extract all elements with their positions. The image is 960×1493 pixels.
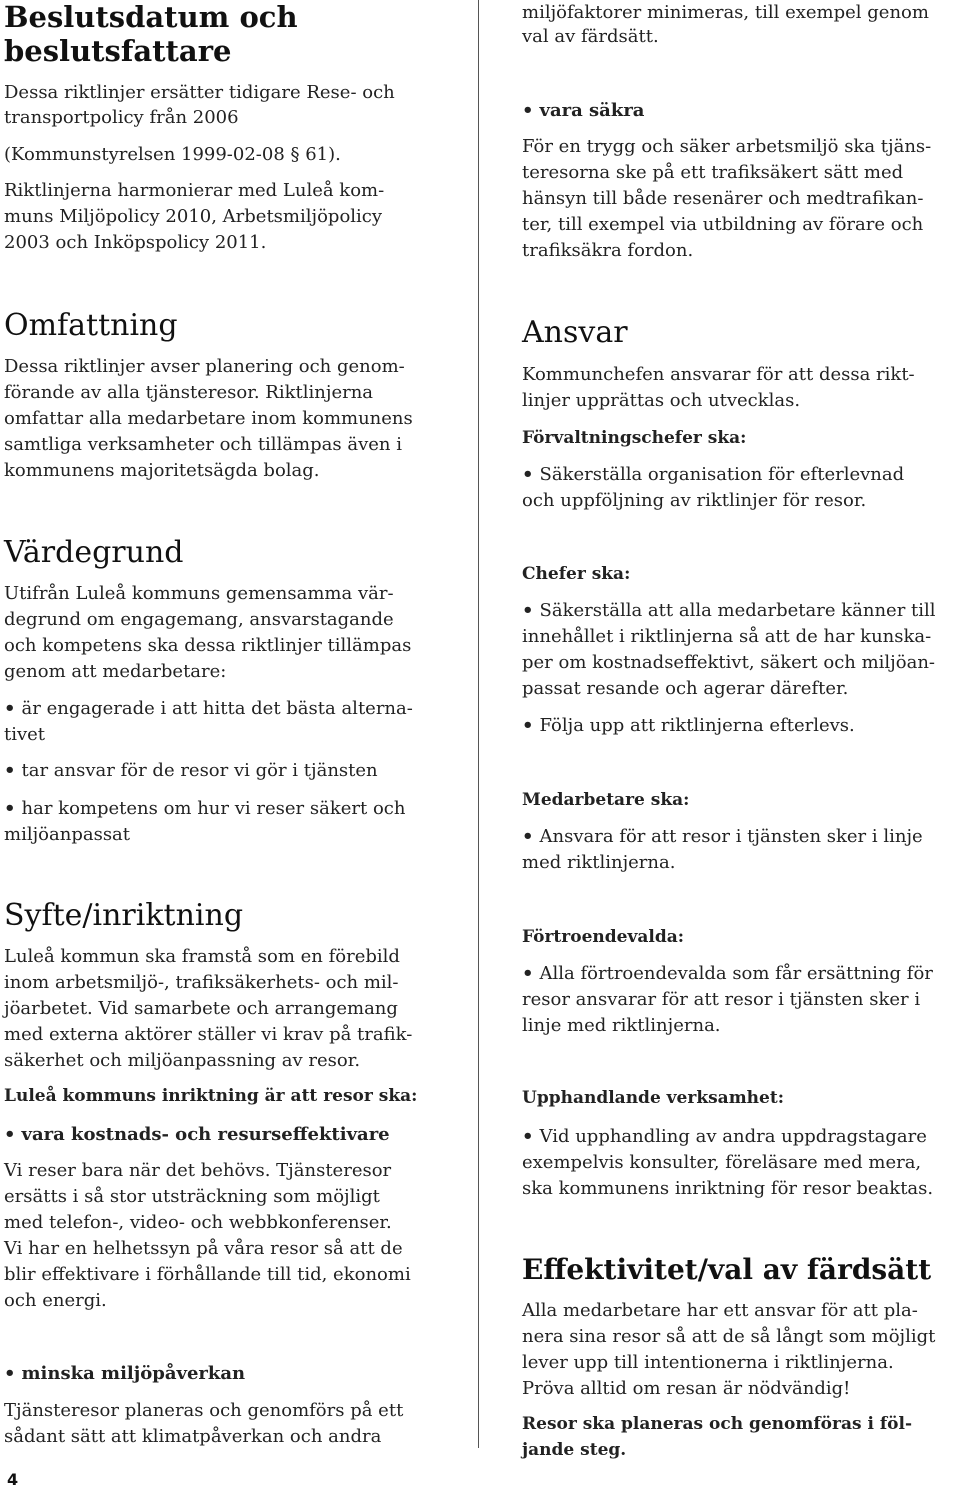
paragraph-line: inom arbetsmiljö-, trafiksäkerhets- och mil- xyxy=(4,972,399,993)
paragraph-line: Utifrån Luleå kommuns gemensamma vär- xyxy=(4,583,394,604)
section-heading-syfte: Syfte/inriktning xyxy=(4,898,244,933)
list-item-continuation: miljöanpassat xyxy=(4,824,131,845)
section-heading-beslutsfattare: beslutsfattare xyxy=(4,34,232,68)
bullet-icon: • xyxy=(522,963,534,984)
paragraph-line: hänsyn till både resenärer och medtrafikan- xyxy=(522,188,924,209)
list-item-text: har kompetens om hur vi reser säkert och xyxy=(21,798,406,819)
subheading-upphandlande: Upphandlande verksamhet: xyxy=(522,1088,784,1108)
list-item-text: Ansvara för att resor i tjänsten sker i linje xyxy=(539,826,923,847)
list-item xyxy=(4,1361,245,1387)
paragraph-line: omfattar alla medarbetare inom kommunens xyxy=(4,408,413,429)
paragraph-line: ter, till exempel via utbildning av förare och xyxy=(522,214,924,235)
bullet-icon: • xyxy=(4,698,16,719)
paragraph-line: degrund om engagemang, ansvarstagande xyxy=(4,609,394,630)
bullet-icon: • xyxy=(522,600,534,621)
paragraph-line: och kompetens ska dessa riktlinjer tillämpas xyxy=(4,635,412,656)
paragraph-line: muns Miljöpolicy 2010, Arbetsmiljöpolicy xyxy=(4,206,383,227)
list-item xyxy=(4,696,413,722)
list-item-text: Följa upp att riktlinjerna efterlevs. xyxy=(539,715,855,736)
bullet-icon: • xyxy=(4,1124,16,1145)
paragraph-line: förande av alla tjänsteresor. Riktlinjerna xyxy=(4,382,374,403)
list-item xyxy=(4,1122,390,1148)
bullet-icon: • xyxy=(522,826,534,847)
section-heading-ansvar: Ansvar xyxy=(522,315,628,350)
paragraph-line: trafiksäkra fordon. xyxy=(522,240,694,261)
paragraph-line: Alla medarbetare har ett ansvar för att pla- xyxy=(522,1300,918,1321)
list-item xyxy=(522,824,923,850)
list-item-continuation: ska kommunens inriktning för resor beaktas. xyxy=(522,1178,934,1199)
paragraph-line: 2003 och Inköpspolicy 2011. xyxy=(4,232,267,253)
bullet-icon: • xyxy=(522,464,534,485)
paragraph-line: Riktlinjerna harmonierar med Luleå kom- xyxy=(4,180,385,201)
list-item-continuation: per om kostnadseffektivt, säkert och miljöan- xyxy=(522,652,935,673)
list-item-continuation: resor ansvarar för att resor i tjänsten sker i xyxy=(522,989,921,1010)
subheading-chefer: Chefer ska: xyxy=(522,564,631,584)
paragraph-line: med externa aktörer ställer vi krav på trafik- xyxy=(4,1024,413,1045)
paragraph-line: sådant sätt att klimatpåverkan och andra xyxy=(4,1426,382,1447)
list-item xyxy=(522,462,904,488)
bold-paragraph-line: Resor ska planeras och genomföras i föl- xyxy=(522,1414,913,1434)
list-item-title: minska miljöpåverkan xyxy=(21,1363,246,1384)
paragraph-line: jöarbetet. Vid samarbete och arrangemang xyxy=(4,998,398,1019)
bullet-icon: • xyxy=(522,715,534,736)
paragraph-line: val av färdsätt. xyxy=(522,26,659,47)
list-item-text: Alla förtroendevalda som får ersättning för xyxy=(539,963,933,984)
paragraph-line: transportpolicy från 2006 xyxy=(4,107,239,128)
list-item xyxy=(522,98,644,124)
bullet-icon: • xyxy=(522,1126,534,1147)
paragraph-line: nera sina resor så att de så långt som möjligt xyxy=(522,1326,936,1347)
list-item xyxy=(4,796,405,822)
list-item-title: vara säkra xyxy=(539,100,645,121)
paragraph-line: säkerhet och miljöanpassning av resor. xyxy=(4,1050,361,1071)
column-divider xyxy=(478,0,479,1448)
paragraph-line: För en trygg och säker arbetsmiljö ska tjäns- xyxy=(522,136,932,157)
paragraph-line: genom att medarbetare: xyxy=(4,661,227,682)
list-item-continuation: tivet xyxy=(4,724,46,745)
list-item xyxy=(522,1124,927,1150)
paragraph-line: Kommunchefen ansvarar för att dessa rikt- xyxy=(522,364,915,385)
bullet-icon: • xyxy=(4,798,16,819)
section-heading-omfattning: Omfattning xyxy=(4,308,178,343)
paragraph-line: Pröva alltid om resan är nödvändig! xyxy=(522,1378,851,1399)
subheading-inriktning: Luleå kommuns inriktning är att resor ska: xyxy=(4,1086,418,1106)
list-item-continuation: innehållet i riktlinjerna så att de har kunska- xyxy=(522,626,932,647)
bold-paragraph-line: jande steg. xyxy=(522,1440,627,1460)
paragraph-line: Luleå kommun ska framstå som en förebild xyxy=(4,946,400,967)
section-heading-vardegrund: Värdegrund xyxy=(4,535,184,570)
list-item-continuation: med riktlinjerna. xyxy=(522,852,676,873)
paragraph-line: linjer upprättas och utvecklas. xyxy=(522,390,801,411)
bullet-icon: • xyxy=(522,100,534,121)
list-item-text: är engagerade i att hitta det bästa alterna- xyxy=(21,698,413,719)
subheading-medarbetare: Medarbetare ska: xyxy=(522,790,690,810)
list-item xyxy=(522,713,855,739)
paragraph-line: Vi reser bara när det behövs. Tjänsteresor xyxy=(4,1160,392,1181)
subheading-forvaltningschefer: Förvaltningschefer ska: xyxy=(522,428,747,448)
paragraph-line: teresorna ske på ett trafiksäkert sätt med xyxy=(522,162,904,183)
list-item xyxy=(522,598,936,624)
section-heading-beslutsdatum: Beslutsdatum och xyxy=(4,0,298,34)
list-item-text: Säkerställa att alla medarbetare känner till xyxy=(539,600,936,621)
list-item xyxy=(4,758,378,784)
paragraph-line: kommunens majoritetsägda bolag. xyxy=(4,460,320,481)
list-item-continuation: linje med riktlinjerna. xyxy=(522,1015,721,1036)
paragraph-line: lever upp till intentionerna i riktlinjerna. xyxy=(522,1352,894,1373)
paragraph-line: med telefon-, video- och webbkonferenser. xyxy=(4,1212,392,1233)
bullet-icon: • xyxy=(4,760,16,781)
list-item-text: Säkerställa organisation för efterlevnad xyxy=(539,464,905,485)
list-item-continuation: och uppföljning av riktlinjer för resor. xyxy=(522,490,867,511)
paragraph-line: Dessa riktlinjer avser planering och genom- xyxy=(4,356,405,377)
paragraph-line: och energi. xyxy=(4,1290,107,1311)
paragraph-line: blir effektivare i förhållande till tid, ekonomi xyxy=(4,1264,411,1285)
list-item-continuation: exempelvis konsulter, föreläsare med mera, xyxy=(522,1152,922,1173)
list-item-text: tar ansvar för de resor vi gör i tjänsten xyxy=(21,760,378,781)
page-number: 4 xyxy=(7,1470,19,1489)
bullet-icon: • xyxy=(4,1363,16,1384)
section-heading-effektivitet: Effektivitet/val av färdsätt xyxy=(522,1253,932,1286)
paragraph-line: Tjänsteresor planeras och genomförs på ett xyxy=(4,1400,404,1421)
list-item-text: Vid upphandling av andra uppdragstagare xyxy=(539,1126,927,1147)
paragraph-line: samtliga verksamheter och tillämpas även i xyxy=(4,434,402,455)
paragraph-line: miljöfaktorer minimeras, till exempel genom xyxy=(522,2,929,23)
list-item-continuation: passat resande och agerar därefter. xyxy=(522,678,849,699)
list-item xyxy=(522,961,933,987)
paragraph-line: ersätts i så stor utsträckning som möjligt xyxy=(4,1186,380,1207)
subheading-fortroendevalda: Förtroendevalda: xyxy=(522,927,684,947)
paragraph-line: (Kommunstyrelsen 1999-02-08 § 61). xyxy=(4,144,341,165)
paragraph-line: Vi har en helhetssyn på våra resor så att de xyxy=(4,1238,403,1259)
paragraph-line: Dessa riktlinjer ersätter tidigare Rese- och xyxy=(4,82,395,103)
list-item-title: vara kostnads- och resurseffektivare xyxy=(21,1124,390,1145)
